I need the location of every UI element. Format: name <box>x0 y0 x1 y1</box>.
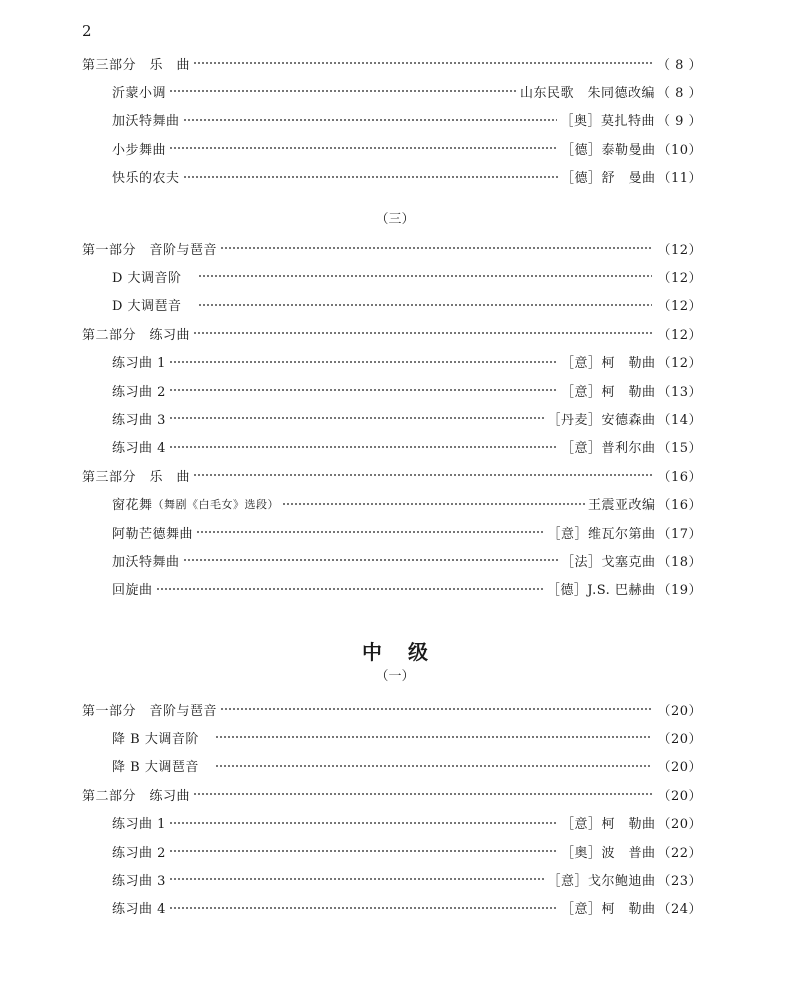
page-ref: （12） <box>657 299 702 315</box>
toc-item-row <box>112 579 702 599</box>
toc-item-row <box>112 167 702 187</box>
toc-item-row <box>112 756 702 776</box>
dot-leader <box>196 531 544 533</box>
dot-leader <box>220 247 652 249</box>
item-title: 降 B 大调音阶 <box>112 731 213 747</box>
toc-section-row <box>82 238 702 258</box>
dot-leader <box>183 176 558 178</box>
item-title: D 大调音阶 <box>112 270 196 286</box>
section-title: 第三部分 乐 曲 <box>82 57 191 73</box>
toc-section-row <box>82 323 702 343</box>
part-heading-1: （一） <box>375 669 415 684</box>
dot-leader <box>169 822 558 824</box>
dot-leader <box>169 446 558 448</box>
toc-item-row <box>112 550 702 570</box>
item-title: 回旋曲 <box>112 583 153 599</box>
dot-leader <box>169 850 558 852</box>
item-composer: ［奥］莫扎特曲 <box>560 114 655 130</box>
item-title: 练习曲 3 <box>112 873 166 889</box>
dot-leader <box>193 793 652 795</box>
item-title: 练习曲 2 <box>112 845 166 861</box>
toc-item-row <box>112 266 702 286</box>
page-ref: （11） <box>657 171 702 187</box>
toc-item-row <box>112 81 702 101</box>
dot-leader <box>183 559 558 561</box>
page-ref: （12） <box>657 270 702 286</box>
toc-item-row <box>112 522 702 542</box>
item-title: D 大调琶音 <box>112 299 196 315</box>
page-ref: （20） <box>657 760 702 776</box>
item-composer: ［意］柯 勒曲 <box>560 817 656 833</box>
page-ref: （24） <box>657 902 702 918</box>
dot-leader <box>220 708 652 710</box>
item-composer: ［意］戈尔鲍迪曲 <box>547 873 656 889</box>
page-ref: （20） <box>657 703 702 719</box>
toc-item-row <box>112 494 702 514</box>
toc-item-row <box>112 110 702 130</box>
toc-item-row <box>112 295 702 315</box>
part-heading-3: （三） <box>375 212 415 227</box>
item-title: 沂蒙小调 <box>112 85 167 101</box>
page-ref: （23） <box>657 873 702 889</box>
item-composer: 王震亚改编 <box>587 498 656 514</box>
toc-item-row <box>112 380 702 400</box>
page-ref: （18） <box>657 554 702 570</box>
section-title: 第三部分 乐 曲 <box>82 469 191 485</box>
item-title: 练习曲 1 <box>112 817 166 833</box>
item-title: 加沃特舞曲 <box>112 554 180 570</box>
page-ref: （16） <box>657 498 702 514</box>
item-title: 快乐的农夫 <box>112 171 180 187</box>
level-heading: 中级 <box>362 640 454 664</box>
item-composer: ［德］J.S. 巴赫曲 <box>546 583 656 599</box>
item-composer: ［法］戈塞克曲 <box>560 554 656 570</box>
dot-leader <box>169 389 558 391</box>
item-title: 小步舞曲 <box>112 142 167 158</box>
item-composer: ［意］维瓦尔第曲 <box>547 526 656 542</box>
item-title: 窗花舞 <box>112 498 153 514</box>
toc-section-row <box>82 465 702 485</box>
page-ref: （ 9 ） <box>656 114 702 130</box>
section-title: 第一部分 音阶与琶音 <box>82 242 218 258</box>
page-ref: （13） <box>657 384 702 400</box>
toc-item-row <box>112 841 702 861</box>
dot-leader <box>193 474 652 476</box>
page-ref: （10） <box>657 142 702 158</box>
item-title: 加沃特舞曲 <box>112 114 180 130</box>
item-subtitle-wrap <box>153 496 280 512</box>
item-title: 练习曲 1 <box>112 356 166 372</box>
dot-leader <box>169 90 517 92</box>
item-title: 练习曲 4 <box>112 902 166 918</box>
item-title: 阿勒芒德舞曲 <box>112 526 194 542</box>
item-title: 练习曲 2 <box>112 384 166 400</box>
dot-leader <box>169 361 558 363</box>
dot-leader <box>193 332 652 334</box>
item-subtitle: （舞剧《白毛女》选段） <box>152 497 280 511</box>
item-title: 降 B 大调琶音 <box>112 760 213 776</box>
dot-leader <box>183 119 558 121</box>
toc-item-row <box>112 352 702 372</box>
item-composer: ［德］泰勒曼曲 <box>560 142 656 158</box>
page-ref: （22） <box>657 845 702 861</box>
page-ref: （16） <box>657 469 702 485</box>
toc-item-row <box>112 408 702 428</box>
section-title: 第二部分 练习曲 <box>82 327 191 343</box>
page-ref: （20） <box>657 788 702 804</box>
dot-leader <box>169 147 558 149</box>
item-composer: ［意］普利尔曲 <box>560 441 656 457</box>
toc-item-row <box>112 898 702 918</box>
item-composer: ［意］柯 勒曲 <box>560 356 656 372</box>
page-ref: （17） <box>657 526 702 542</box>
page-ref: （20） <box>657 731 702 747</box>
item-title: 练习曲 4 <box>112 441 166 457</box>
toc-section-row <box>82 53 702 73</box>
dot-leader <box>169 878 545 880</box>
toc-section-row <box>82 784 702 804</box>
page-ref: （20） <box>657 817 702 833</box>
toc-item-row <box>112 437 702 457</box>
toc-section-row <box>82 699 702 719</box>
page-ref: （12） <box>657 327 702 343</box>
dot-leader <box>156 588 544 590</box>
page-ref: （ 8 ） <box>656 57 702 73</box>
page-ref: （12） <box>657 242 702 258</box>
toc-item-row <box>112 727 702 747</box>
page-ref: （ 8 ） <box>656 85 702 101</box>
page-ref: （14） <box>657 412 702 428</box>
dot-leader <box>198 275 652 277</box>
page-ref: （19） <box>657 583 702 599</box>
toc-item-row <box>112 869 702 889</box>
dot-leader <box>215 765 652 767</box>
item-composer: ［意］柯 勒曲 <box>560 902 656 918</box>
dot-leader <box>193 62 652 64</box>
item-composer: 山东民歌 朱同德改编 <box>519 85 655 101</box>
toc-item-row <box>112 138 702 158</box>
item-title: 练习曲 3 <box>112 412 166 428</box>
page-ref: （12） <box>657 356 702 372</box>
dot-leader <box>169 417 545 419</box>
dot-leader <box>169 907 558 909</box>
item-composer: ［丹麦］安德森曲 <box>547 412 656 428</box>
page-number: 2 <box>82 22 92 40</box>
dot-leader <box>282 503 585 505</box>
item-composer: ［奥］波 普曲 <box>560 845 656 861</box>
section-title: 第一部分 音阶与琶音 <box>82 703 218 719</box>
dot-leader <box>198 304 652 306</box>
item-composer: ［德］舒 曼曲 <box>560 171 656 187</box>
toc-item-row <box>112 813 702 833</box>
page-ref: （15） <box>657 441 702 457</box>
item-composer: ［意］柯 勒曲 <box>560 384 656 400</box>
dot-leader <box>215 736 652 738</box>
section-title: 第二部分 练习曲 <box>82 788 191 804</box>
